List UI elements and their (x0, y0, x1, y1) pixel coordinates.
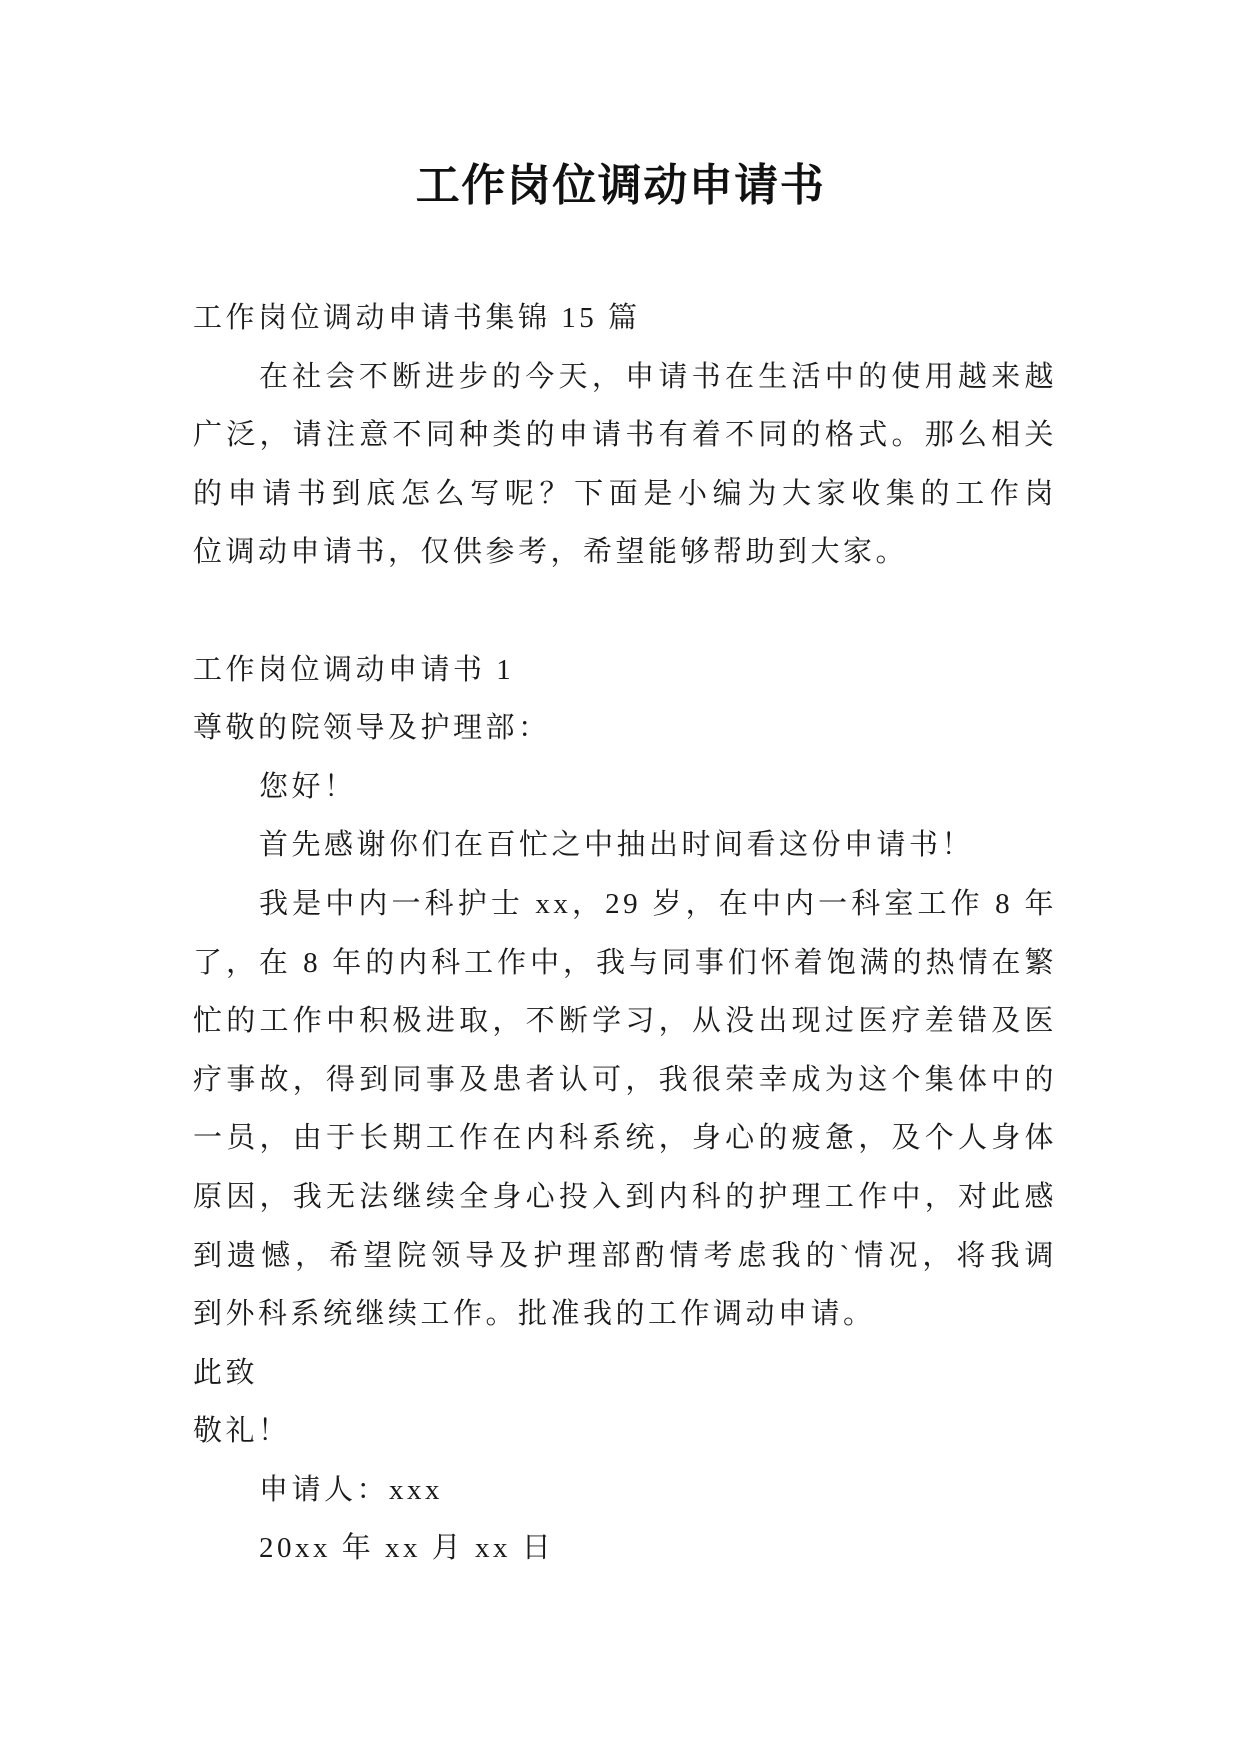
collection-line: 工作岗位调动申请书集锦 15 篇 (193, 302, 641, 334)
letter-closing: 此致 (193, 1356, 259, 1389)
intro-line: 的申请书到底怎么写呢？下面是小编为大家收集的工作岗 (193, 477, 1057, 510)
document-title: 工作岗位调动申请书 (415, 160, 826, 211)
document-body (193, 289, 1057, 1578)
letter-date: 20xx 年 xx 月 xx 日 (259, 1532, 555, 1565)
intro-line: 广泛，请注意不同种类的申请书有着不同的格式。那么相关 (193, 419, 1057, 452)
letter-regards: 敬礼！ (193, 1415, 291, 1448)
letter-body-line: 了，在 8 年的内科工作中，我与同事们怀着饱满的热情在繁 (193, 946, 1057, 979)
letter-body-line: 一员，由于长期工作在内科系统，身心的疲惫，及个人身体 (193, 1122, 1057, 1155)
letter-body-line: 原因，我无法继续全身心投入到内科的护理工作中，对此感 (193, 1180, 1057, 1213)
intro-line: 位调动申请书，仅供参考，希望能够帮助到大家。 (193, 536, 909, 569)
letter-body-line: 疗事故，得到同事及患者认可，我很荣幸成为这个集体中的 (193, 1063, 1057, 1096)
letter-body-line: 忙的工作中积极进取，不断学习，从没出现过医疗差错及医 (193, 1005, 1057, 1038)
letter-body-paragraph (193, 875, 1057, 1344)
letter-section (193, 641, 1057, 1579)
intro-line: 在社会不断进步的今天，申请书在生活中的使用越来越 (259, 360, 1057, 393)
letter-applicant: 申请人：xxx (259, 1473, 444, 1506)
letter-body-line: 我是中内一科护士 xx，29 岁，在中内一科室工作 8 年 (259, 887, 1057, 920)
letter-greeting: 您好！ (259, 770, 357, 803)
letter-heading: 工作岗位调动申请书 1 (193, 653, 515, 686)
letter-thanks: 首先感谢你们在百忙之中抽出时间看这份申请书！ (259, 829, 975, 862)
blank-line (193, 582, 1057, 641)
letter-salutation: 尊敬的院领导及护理部： (193, 712, 551, 745)
letter-body-line: 到遗憾，希望院领导及护理部酌情考虑我的`情况，将我调 (193, 1239, 1057, 1272)
intro-paragraph (193, 348, 1057, 582)
letter-body-line: 到外科系统继续工作。批准我的工作调动申请。 (193, 1298, 876, 1331)
